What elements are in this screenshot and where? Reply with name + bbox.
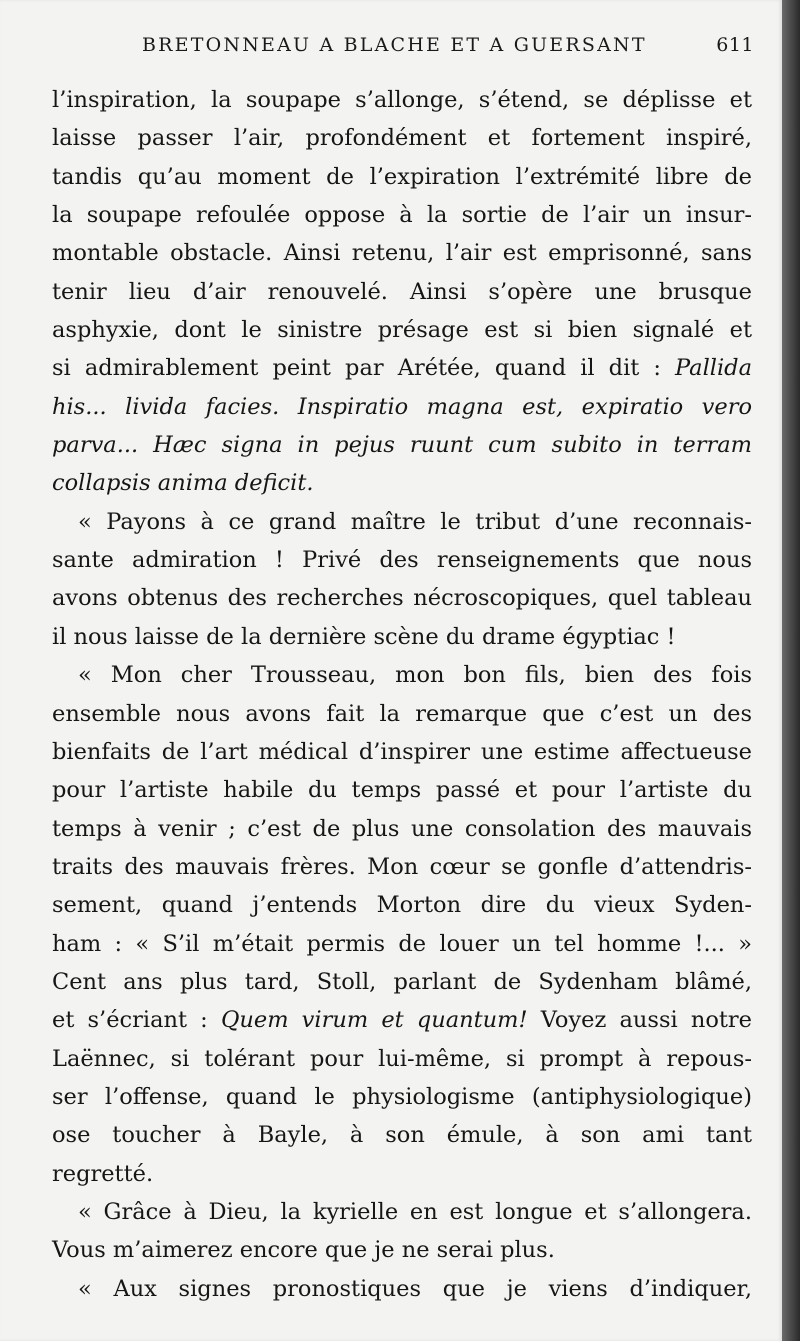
text-run: ensemble nous avons fait la remarque que c’est un des [52,700,752,727]
text-run: Laënnec, si tolérant pour lui-même, si prompt à repous- [52,1045,752,1072]
text-run: Vous m’aimerez encore que je ne serai plus. [52,1237,555,1264]
text-line [52,1270,752,1308]
page-number: 611 [716,34,754,56]
running-header [142,34,754,60]
text-line [52,503,752,541]
text-run: temps à venir ; c’est de plus une consolation des mauvais [52,815,752,842]
text-run: si admirablement peint par Arétée, quand il dit : [52,355,676,382]
text-run: avons obtenus des recherches nécroscopiques, quel tableau [52,585,752,612]
text-run: « Aux signes pronostiques que je viens d’indiquer, [78,1275,752,1302]
text-run: il nous laisse de la dernière scène du drame égyptiac ! [52,623,676,650]
text-line [52,618,752,656]
text-line [52,81,752,119]
text-run: la soupape refoulée oppose à la sortie de l’air un insur- [52,202,752,229]
text-run: montable obstacle. Ainsi retenu, l’air est emprisonné, sans [52,240,752,267]
text-line [52,119,752,157]
text-line [52,349,752,387]
text-line [52,234,752,272]
text-run: sement, quand j’entends Morton dire du vieux Syden- [52,892,752,919]
text-line [52,426,752,464]
text-line [52,464,752,502]
text-run: bienfaits de l’art médical d’inspirer une estime affectueuse [52,738,752,765]
text-line [52,311,752,349]
text-line [52,273,752,311]
text-line [52,579,752,617]
text-run: ham : « S’il m’était permis de louer un tel homme !... » [52,930,752,957]
text-line [52,1040,752,1078]
text-run: Cent ans plus tard, Stoll, parlant de Sydenham blâmé, [52,968,752,995]
text-line [52,1231,752,1269]
text-line [52,848,752,886]
text-line [52,733,752,771]
text-run: tandis qu’au moment de l’expiration l’extrémité libre de [52,163,752,190]
italic-text-run: Quem virum et quantum! [220,1007,528,1034]
text-line [52,388,752,426]
text-run: asphyxie, dont le sinistre présage est si bien signalé et [52,317,752,344]
text-run: l’inspiration, la soupape s’allonge, s’étend, se déplisse et [52,87,752,113]
text-line [52,541,752,579]
book-gutter-shadow [782,0,800,1341]
text-line [52,1001,752,1039]
text-line [52,1155,752,1193]
italic-text-run: parva... Hæc signa in pejus ruunt cum subito in terram [52,432,752,459]
text-line [52,1193,752,1231]
text-line [52,656,752,694]
text-run: ose toucher à Bayle, à son émule, à son ami tant [52,1122,752,1149]
body-text [52,81,752,1308]
text-line [52,158,752,196]
text-line [52,771,752,809]
text-line [52,886,752,924]
text-line [52,1116,752,1154]
italic-text-run: Pallida [675,355,752,382]
text-run: et s’écriant : [52,1007,221,1034]
text-run: traits des mauvais frères. Mon cœur se gonfle d’attendris- [52,853,752,880]
text-run: regretté. [52,1160,154,1187]
text-run: laisse passer l’air, profondément et fortement inspiré, [52,125,752,152]
text-run: « Grâce à Dieu, la kyrielle en est longue et s’allongera. [78,1198,752,1225]
text-run: pour l’artiste habile du temps passé et pour l’artiste du [52,777,752,804]
text-run: « Mon cher Trousseau, mon bon fils, bien des fois [78,662,752,689]
text-line [52,810,752,848]
text-line [52,925,752,963]
text-run: « Payons à ce grand maître le tribut d’une reconnais- [78,508,752,535]
text-run: tenir lieu d’air renouvelé. Ainsi s’opère une brusque [52,278,752,305]
text-line [52,963,752,1001]
italic-text-run: collapsis anima deficit. [52,470,314,497]
text-run: ser l’offense, quand le physiologisme (antiphysiologique) [52,1083,752,1110]
italic-text-run: his... livida facies. Inspiratio magna est, expiratio vero [52,393,752,420]
text-run: Voyez aussi notre [527,1007,752,1034]
text-line [52,196,752,234]
running-title: BRETONNEAU A BLACHE ET A GUERSANT [142,34,647,56]
text-line [52,1078,752,1116]
text-run: sante admiration ! Privé des renseignements que nous [52,547,752,574]
text-line [52,695,752,733]
